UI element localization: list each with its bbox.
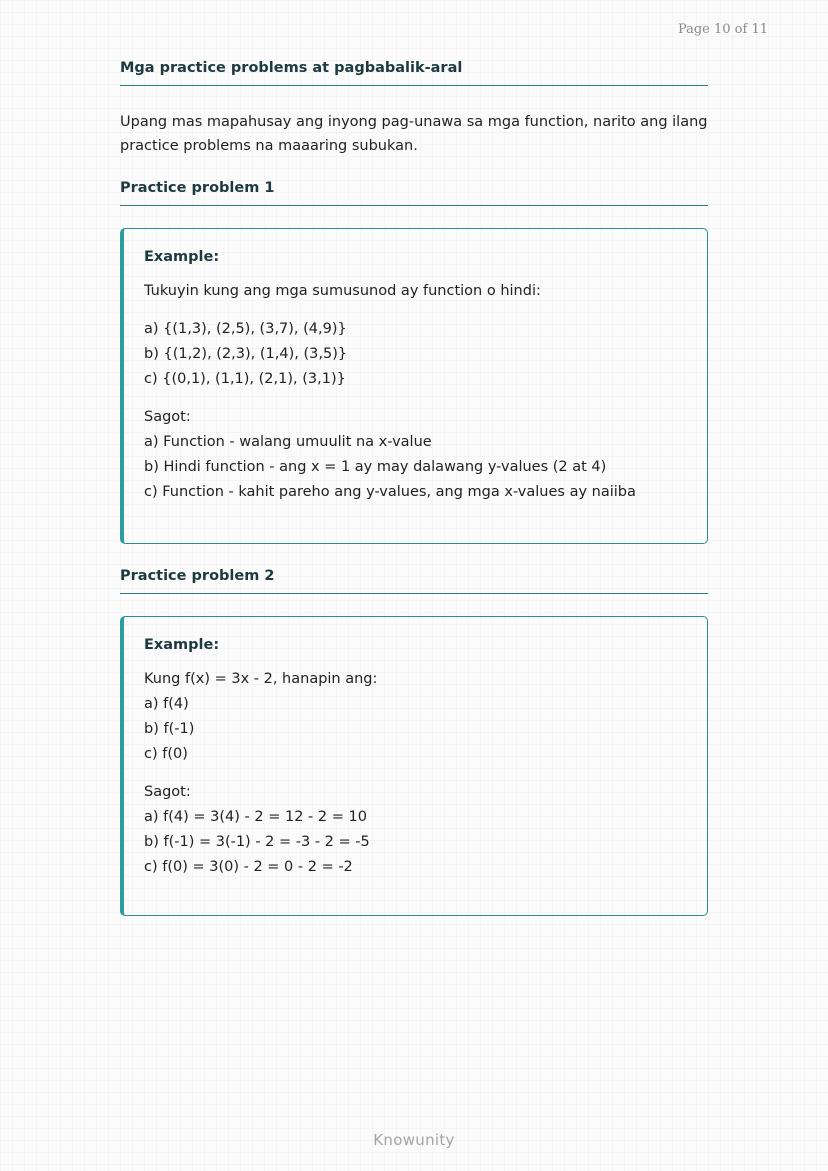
answer-item: c) f(0) = 3(0) - 2 = 0 - 2 = -2 — [144, 859, 353, 875]
answer-item: b) Hindi function - ang x = 1 ay may dalawang y-values (2 at 4) — [144, 459, 607, 475]
intro-line: practice problems na maaaring subukan. — [120, 138, 418, 154]
answer-item: c) Function - kahit pareho ang y-values, ang mga x-values ay naiiba — [144, 484, 636, 500]
example-prompt: Kung f(x) = 3x - 2, hanapin ang: — [144, 671, 378, 687]
example-box-1 — [120, 228, 708, 544]
example-item: c) {(0,1), (1,1), (2,1), (3,1)} — [144, 371, 346, 387]
example-item: c) f(0) — [144, 746, 188, 762]
example-item: a) f(4) — [144, 696, 189, 712]
footer-brand: Knowunity — [373, 1131, 455, 1149]
page-number: Page 10 of 11 — [677, 22, 768, 37]
answer-label: Sagot: — [144, 784, 191, 800]
practice-problem-2-heading: Practice problem 2 — [120, 568, 708, 594]
intro-line: Upang mas mapahusay ang inyong pag-unawa sa mga function, narito ang ilang — [120, 114, 708, 130]
intro-paragraph — [120, 110, 708, 158]
answer-item: a) Function - walang umuulit na x-value — [144, 434, 432, 450]
example-label: Example: — [144, 249, 220, 265]
answer-item: b) f(-1) = 3(-1) - 2 = -3 - 2 = -5 — [144, 834, 370, 850]
practice-problem-1-heading: Practice problem 1 — [120, 180, 708, 206]
example-box-2 — [120, 616, 708, 916]
section-title: Mga practice problems at pagbabalik-aral — [120, 60, 708, 86]
example-prompt: Tukuyin kung ang mga sumusunod ay function o hindi: — [144, 283, 541, 299]
example-item: b) f(-1) — [144, 721, 195, 737]
page-content — [120, 60, 708, 916]
example-label: Example: — [144, 637, 220, 653]
example-item: b) {(1,2), (2,3), (1,4), (3,5)} — [144, 346, 348, 362]
answer-label: Sagot: — [144, 409, 191, 425]
answer-item: a) f(4) = 3(4) - 2 = 12 - 2 = 10 — [144, 809, 367, 825]
example-item: a) {(1,3), (2,5), (3,7), (4,9)} — [144, 321, 347, 337]
